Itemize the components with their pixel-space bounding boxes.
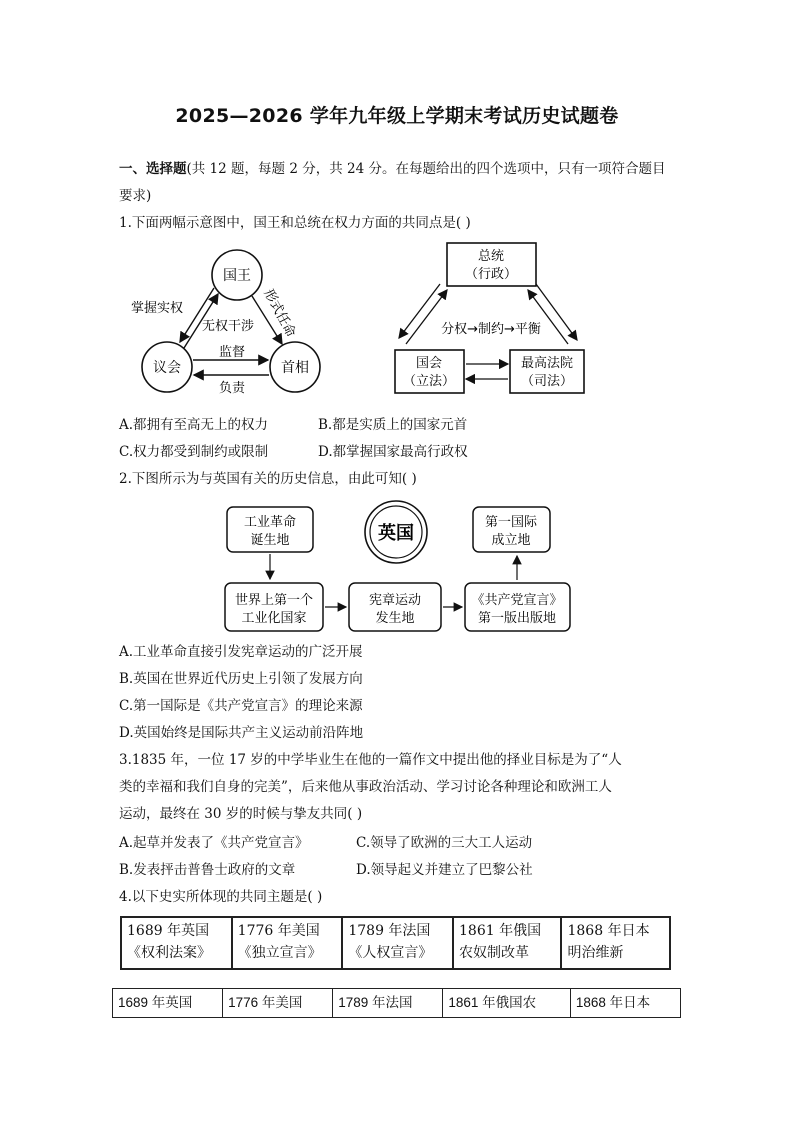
president-label: 总统: [477, 249, 505, 264]
king-label: 国王: [223, 268, 251, 284]
q1-left-diagram: [120, 244, 330, 404]
section-heading: [119, 160, 665, 178]
q3-stem-line3: 运动，最终在 30 岁的时候与挚友共同( ): [119, 806, 363, 822]
q1-option-c[interactable]: C.权力都受到制约或限制: [119, 444, 269, 460]
pm-label: 首相: [281, 360, 309, 376]
congress-role: （立法）: [402, 374, 456, 389]
table-cell: 1776 年美国 《独立宣言》: [232, 917, 343, 969]
q3-option-d[interactable]: D.领导起义并建立了巴黎公社: [356, 862, 533, 878]
q2-stem: 2.下图所示为与英国有关的历史信息，由此可知( ): [119, 471, 417, 487]
q3-stem-line2: 类的幸福和我们自身的完美”，后来他从事政治活动、学习讨论各种理论和欧洲工人: [119, 779, 612, 795]
label-responsible: 负责: [218, 381, 246, 396]
box4-line1: 《共产党宣言》: [471, 593, 563, 608]
q3-stem-line1: 3.1835 年，一位 17 岁的中学毕业生在他的一篇作文中提出他的择业目标是为了“人: [119, 752, 622, 768]
table-cell: 1868 年日本 明治维新: [561, 917, 670, 969]
label-control: 掌握实权: [131, 301, 184, 316]
q3-option-c[interactable]: C.领导了欧洲的三大工人运动: [356, 835, 533, 851]
label-appoint: 形式任命: [260, 286, 299, 340]
q2-option-a[interactable]: A.工业革命直接引发宪章运动的广泛开展: [119, 644, 363, 660]
arrow-president-congress: [399, 284, 440, 338]
q1-option-d[interactable]: D.都掌握国家最高行政权: [318, 444, 468, 460]
box1-line2: 诞生地: [250, 533, 290, 548]
congress-label: 国会: [415, 356, 443, 371]
q2-option-d[interactable]: D.英国始终是国际共产主义运动前沿阵地: [119, 725, 364, 741]
q2-option-b[interactable]: B.英国在世界近代历史上引领了发展方向: [119, 671, 363, 687]
table-cell: 1689 年英国 《权利法案》: [121, 917, 232, 969]
q4-stem: 4.以下史实所体现的共同主题是( ): [119, 889, 323, 905]
table-cell: 1789 年法国: [333, 989, 443, 1018]
q1-option-b[interactable]: B.都是实质上的国家元首: [318, 417, 468, 433]
president-role: （行政）: [464, 267, 518, 282]
label-balance: 分权→制约→平衡: [441, 322, 541, 337]
table-cell: 1868 年日本: [570, 989, 680, 1018]
section-instructions: (共 12 题，每题 2 分，共 24 分。在每题给出的四个选项中，只有一项符合题目: [186, 161, 666, 177]
box1-line1: 工业革命: [243, 515, 297, 530]
q2-option-c[interactable]: C.第一国际是《共产党宣言》的理论来源: [119, 698, 363, 714]
box4-line2: 第一版出版地: [477, 611, 557, 626]
section-instructions-cont: 要求): [119, 188, 152, 204]
q1-option-a[interactable]: A.都拥有至高无上的权力: [119, 417, 269, 433]
arrow-president-court: [536, 284, 577, 340]
table-cell: 1776 年美国: [223, 989, 333, 1018]
q1-right-diagram: [392, 240, 588, 396]
q2-diagram: [222, 498, 578, 634]
section-head: 一、选择题: [119, 161, 187, 177]
table-row: [113, 989, 681, 1018]
box5-line2: 成立地: [491, 533, 531, 548]
page-title: 2025—2026 学年九年级上学期末考试历史试题卷: [175, 105, 619, 127]
q4-events-table-duplicate: [112, 988, 681, 1018]
box2-line1: 世界上第一个: [234, 593, 314, 608]
table-cell: 1789 年法国 《人权宣言》: [342, 917, 453, 969]
q3-option-b[interactable]: B.发表抨击普鲁士政府的文章: [119, 862, 296, 878]
label-no-interfere: 无权干涉: [202, 319, 255, 334]
table-row: [121, 917, 670, 969]
table-cell: 1861 年俄国 农奴制改革: [453, 917, 561, 969]
table-cell: 1861 年俄国农: [443, 989, 571, 1018]
q1-stem: 1.下面两幅示意图中，国王和总统在权力方面的共同点是( ): [119, 215, 471, 231]
label-supervise: 监督: [218, 345, 246, 360]
box2-line2: 工业化国家: [241, 611, 307, 626]
box3-line1: 宪章运动: [368, 593, 422, 608]
q3-option-a[interactable]: A.起草并发表了《共产党宣言》: [119, 835, 309, 851]
court-label: 最高法院: [520, 356, 574, 371]
parliament-label: 议会: [153, 360, 181, 376]
britain-label: 英国: [378, 523, 414, 544]
court-role: （司法）: [520, 374, 574, 389]
table-cell: 1689 年英国: [113, 989, 223, 1018]
box5-line1: 第一国际: [484, 515, 538, 530]
q4-events-table: [120, 916, 671, 970]
box3-line2: 发生地: [375, 611, 415, 626]
